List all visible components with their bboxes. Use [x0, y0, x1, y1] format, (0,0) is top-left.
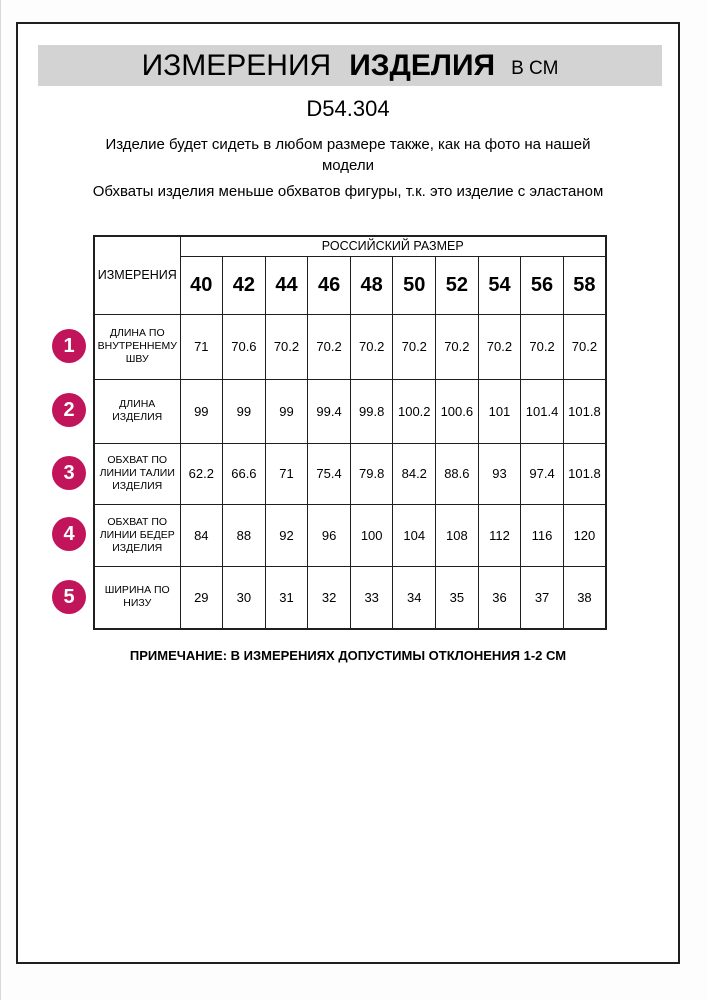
- size-column-header: 50: [393, 256, 436, 314]
- measurement-value-cell: 112: [478, 504, 521, 566]
- measurement-value-cell: 33: [350, 566, 393, 629]
- measurement-value-cell: 101: [478, 379, 521, 443]
- measure-column-header: ИЗМЕРЕНИЯ: [94, 236, 180, 314]
- measurement-value-cell: 70.2: [350, 314, 393, 379]
- title-units: В СМ: [511, 58, 559, 79]
- measurement-value-cell: 70.2: [308, 314, 351, 379]
- measurement-value-cell: 84: [180, 504, 223, 566]
- size-column-header: 58: [563, 256, 606, 314]
- title-product: ИЗДЕЛИЯ: [349, 48, 496, 82]
- fit-note: Изделие будет сидеть в любом размере также, как на фото на нашей модели: [105, 136, 591, 174]
- row-number-badge: 4: [52, 517, 86, 551]
- table-row: [94, 314, 606, 379]
- size-column-header: 48: [350, 256, 393, 314]
- row-number-badge: 2: [52, 393, 86, 427]
- measurement-value-cell: 101.8: [563, 379, 606, 443]
- measurement-value-cell: 70.2: [393, 314, 436, 379]
- row-label: ДЛИНА ПО ВНУТРЕННЕМУ ШВУ: [94, 314, 180, 379]
- measurement-value-cell: 62.2: [180, 443, 223, 504]
- tolerance-footnote: ПРИМЕЧАНИЕ: В ИЗМЕРЕНИЯХ ДОПУСТИМЫ ОТКЛОНЕНИЯ 1-2 СМ: [129, 648, 567, 663]
- measurement-value-cell: 70.2: [478, 314, 521, 379]
- measurement-value-cell: 70.2: [436, 314, 479, 379]
- measurement-value-cell: 75.4: [308, 443, 351, 504]
- measurement-value-cell: 99: [265, 379, 308, 443]
- measurement-value-cell: 32: [308, 566, 351, 629]
- measurement-value-cell: 100.6: [436, 379, 479, 443]
- measurement-value-cell: 101.8: [563, 443, 606, 504]
- measurement-value-cell: 84.2: [393, 443, 436, 504]
- measurement-value-cell: 38: [563, 566, 606, 629]
- row-number-badge: 5: [52, 580, 86, 614]
- measurement-value-cell: 99: [180, 379, 223, 443]
- measurement-value-cell: 120: [563, 504, 606, 566]
- measurement-value-cell: 66.6: [223, 443, 266, 504]
- title-measurements: ИЗМЕРЕНИЯ: [141, 48, 332, 82]
- size-column-header: 42: [223, 256, 266, 314]
- measurement-value-cell: 88.6: [436, 443, 479, 504]
- size-column-header: 52: [436, 256, 479, 314]
- measurement-value-cell: 29: [180, 566, 223, 629]
- article-code: D54.304: [306, 96, 390, 121]
- measurement-value-cell: 79.8: [350, 443, 393, 504]
- title-banner: [38, 45, 662, 86]
- measurement-value-cell: 30: [223, 566, 266, 629]
- measurement-value-cell: 92: [265, 504, 308, 566]
- measurement-value-cell: 100: [350, 504, 393, 566]
- measurement-value-cell: 70.2: [265, 314, 308, 379]
- measurement-value-cell: 99.4: [308, 379, 351, 443]
- size-column-header: 44: [265, 256, 308, 314]
- size-column-header: 40: [180, 256, 223, 314]
- measurement-value-cell: 104: [393, 504, 436, 566]
- russian-size-header: РОССИЙСКИЙ РАЗМЕР: [180, 236, 606, 256]
- measurement-value-cell: 101.4: [521, 379, 564, 443]
- measurements-table: [93, 235, 607, 630]
- measurement-value-cell: 34: [393, 566, 436, 629]
- measurement-value-cell: 71: [265, 443, 308, 504]
- measurement-value-cell: 93: [478, 443, 521, 504]
- measurement-value-cell: 99: [223, 379, 266, 443]
- measurement-value-cell: 36: [478, 566, 521, 629]
- measurement-value-cell: 37: [521, 566, 564, 629]
- row-number-badge: 1: [52, 329, 86, 363]
- measurement-value-cell: 97.4: [521, 443, 564, 504]
- table-row: [94, 566, 606, 629]
- measurement-value-cell: 71: [180, 314, 223, 379]
- measurement-value-cell: 70.2: [563, 314, 606, 379]
- measurement-value-cell: 31: [265, 566, 308, 629]
- row-number-badge: 3: [52, 456, 86, 490]
- measurement-value-cell: 116: [521, 504, 564, 566]
- table-row: [94, 504, 606, 566]
- size-column-header: 56: [521, 256, 564, 314]
- size-column-header: 54: [478, 256, 521, 314]
- row-label: ОБХВАТ ПО ЛИНИИ ТАЛИИ ИЗДЕЛИЯ: [94, 443, 180, 504]
- measurement-value-cell: 99.8: [350, 379, 393, 443]
- table-row: [94, 379, 606, 443]
- measurement-value-cell: 96: [308, 504, 351, 566]
- size-column-header: 46: [308, 256, 351, 314]
- measurement-value-cell: 35: [436, 566, 479, 629]
- row-label: ШИРИНА ПО НИЗУ: [94, 566, 180, 629]
- measurement-value-cell: 70.6: [223, 314, 266, 379]
- group-header-row: [94, 236, 606, 256]
- stretch-note: Обхваты изделия меньше обхватов фигуры, т.к. это изделие с эластаном: [92, 183, 604, 200]
- measurement-value-cell: 100.2: [393, 379, 436, 443]
- row-label: ОБХВАТ ПО ЛИНИИ БЕДЕР ИЗДЕЛИЯ: [94, 504, 180, 566]
- table-row: [94, 443, 606, 504]
- row-label: ДЛИНА ИЗДЕЛИЯ: [94, 379, 180, 443]
- measurement-value-cell: 70.2: [521, 314, 564, 379]
- measurement-value-cell: 108: [436, 504, 479, 566]
- measurement-value-cell: 88: [223, 504, 266, 566]
